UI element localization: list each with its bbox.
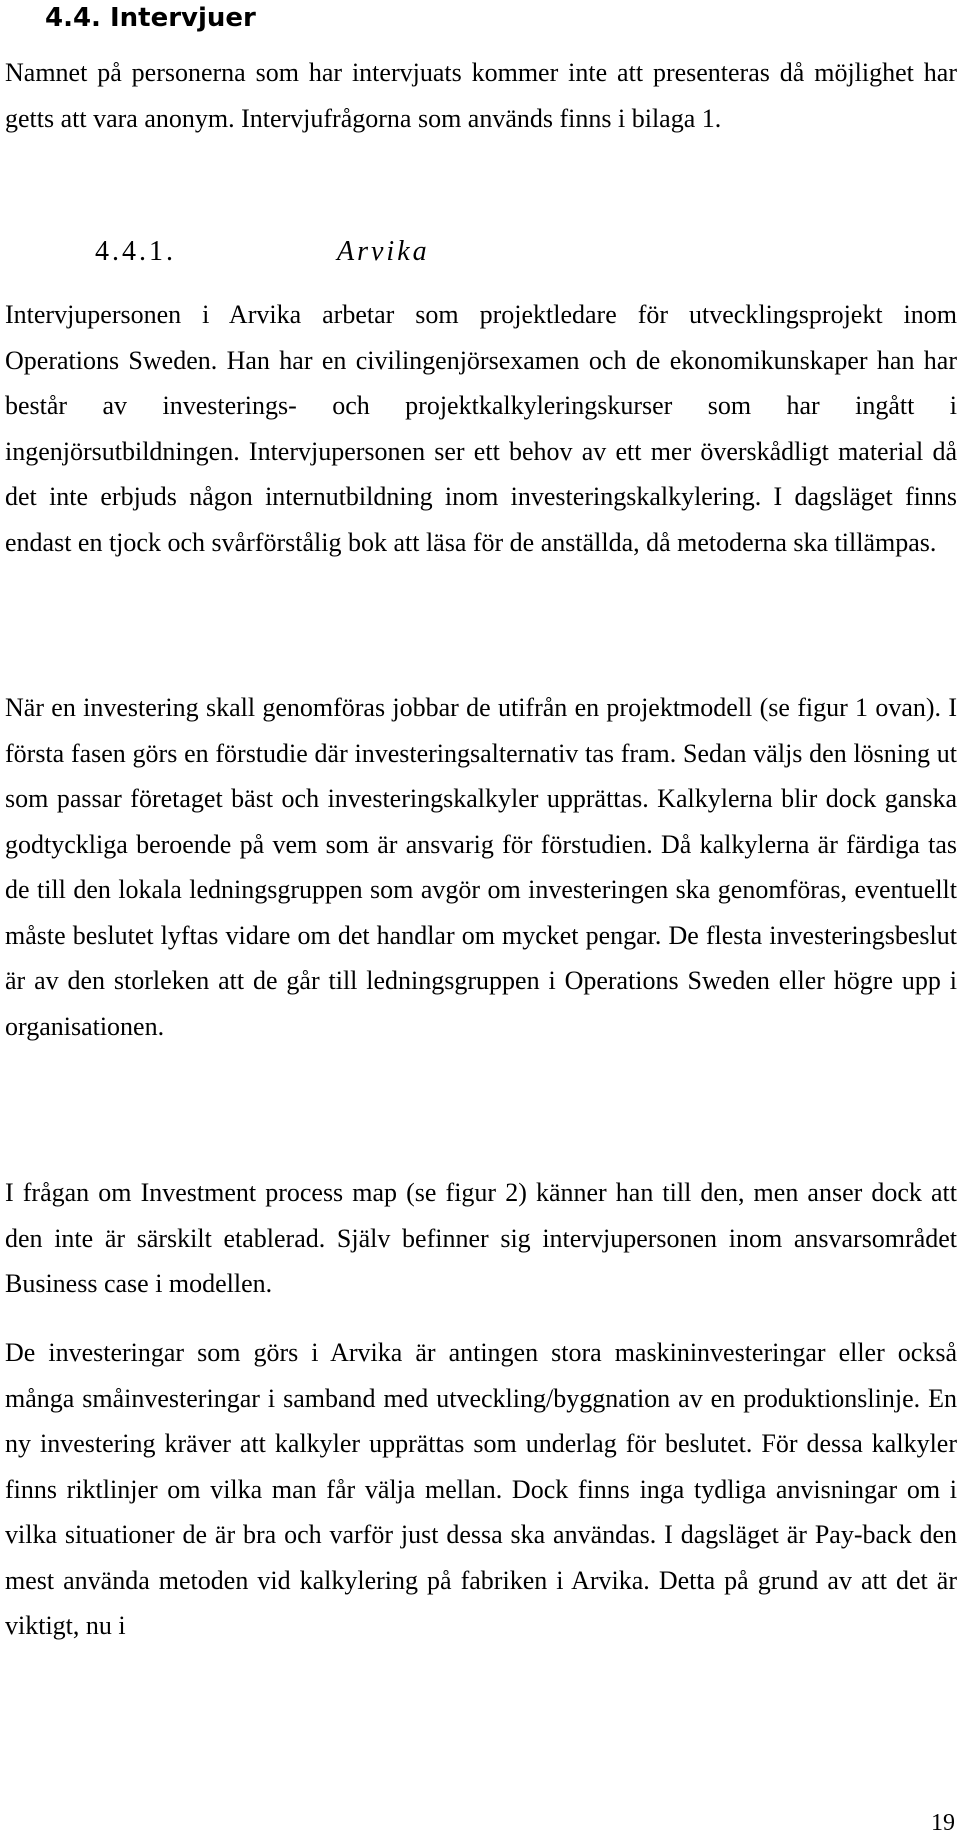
section-heading: 4.4. Intervjuer [45, 3, 256, 33]
intro-paragraph: Namnet på personerna som har intervjuats kommer inte att presenteras då möjlighet har getts att vara anonym. Intervjufrågorna som används finns i bilaga 1. [5, 58, 957, 133]
body-paragraph: De investeringar som görs i Arvika är antingen stora maskininvesteringar eller också många småinvesteringar i samband med utveckling/byggnation av en produktionslinje. En ny investering kräver att kalkyler upprättas som underlag för beslutet. För dessa kalkyler finns riktlinjer om vilka man får välja mellan. Dock finns inga tydliga anvisningar om i vilka situationer de är bra och varför just dessa ska användas. I dagsläget är Pay-back den mest använda metoden vid kalkylering på fabriken i Arvika. Detta på grund av att det är viktigt, nu i [5, 1338, 957, 1640]
subsection-number: 4.4.1. [95, 236, 176, 267]
body-paragraph: Intervjupersonen i Arvika arbetar som projektledare för utvecklingsprojekt inom Operations Sweden. Han har en civilingenjörsexamen och de ekonomikunskaper han har består av investerings- och projektkalkyleringskurser som har ingått i ingenjörsutbildningen. Intervjupersonen ser ett behov av ett mer överskådligt material då det inte erbjuds någon internutbildning inom investeringskalkylering. I dagsläget finns endast en tjock och svårförstålig bok att läsa för de anställda, då metoderna ska tillämpas. [5, 300, 957, 557]
body-paragraph: När en investering skall genomföras jobbar de utifrån en projektmodell (se figur 1 ovan). I första fasen görs en förstudie där investeringsalternativ tas fram. Sedan väljs den lösning ut som passar företaget bäst och investeringskalkyler upprättas. Kalkylerna blir dock ganska godtyckliga beroende på vem som är ansvarig för förstudien. Då kalkylerna är färdiga tas de till den lokala ledningsgruppen som avgör om investeringen ska genomföras, eventuellt måste beslutet lyftas vidare om det handlar om mycket pengar. De flesta investeringsbeslut är av den storleken att de går till ledningsgruppen i Operations Sweden eller högre upp i organisationen. [5, 693, 957, 1041]
page-number: 19 [931, 1810, 955, 1836]
body-paragraph: I frågan om Investment process map (se figur 2) känner han till den, men anser dock att den inte är särskilt etablerad. Själv befinner sig intervjupersonen inom ansvarsområdet Business case i modellen. [5, 1178, 957, 1298]
subsection-title: Arvika [337, 236, 430, 267]
subsection-heading [95, 232, 430, 272]
